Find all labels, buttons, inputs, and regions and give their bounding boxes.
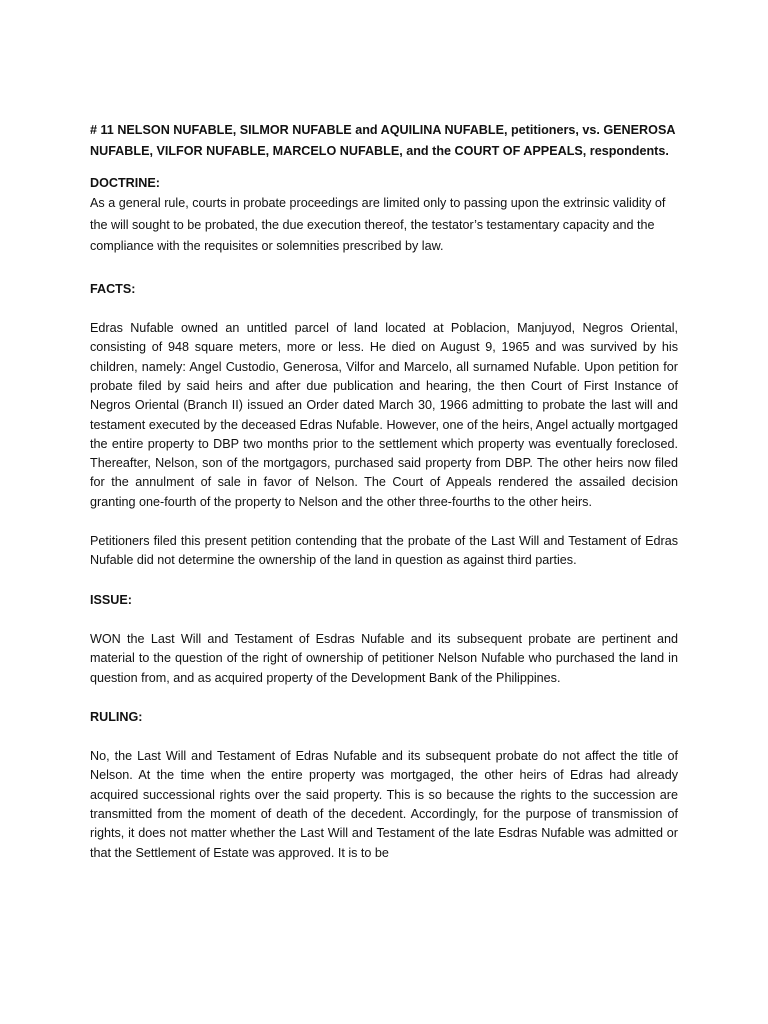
- doctrine-section: [90, 174, 678, 258]
- case-title: # 11 NELSON NUFABLE, SILMOR NUFABLE and AQUILINA NUFABLE, petitioners, vs. GENEROSA NUFABLE, VILFOR NUFABLE, MARCELO NUFABLE, and the COURT OF APPEALS, respondents.: [90, 123, 675, 158]
- doctrine-text: As a general rule, courts in probate proceedings are limited only to passing upon the extrinsic validity of the will sought to be probated, the due execution thereof, the testator’s testamentary capacity and the compliance with the requisites or solemnities prescribed by law.: [90, 196, 666, 254]
- facts-section: [90, 280, 678, 571]
- document-page: [90, 120, 678, 863]
- ruling-heading: RULING:: [90, 709, 143, 724]
- facts-heading: FACTS:: [90, 281, 136, 296]
- doctrine-heading: DOCTRINE:: [90, 176, 160, 190]
- facts-paragraph: Petitioners filed this present petition contending that the probate of the Last Will and Testament of Edras Nufable did not determine the ownership of the land in question as against third parties.: [90, 534, 678, 568]
- issue-section: [90, 591, 678, 688]
- facts-paragraph: Edras Nufable owned an untitled parcel of land located at Poblacion, Manjuyod, Negros Oriental, consisting of 948 square meters, more or less. He died on August 9, 1965 and was survived by his children, namely: Angel Custodio, Generosa, Vilfor and Marcelo, all surnamed Nufable. Upon petition for probate filed by said heirs and after due publication and hearing, the then Court of First Instance of Negros Oriental (Branch II) issued an Order dated March 30, 1966 admitting to probate the last will and testament executed by the deceased Edras Nufable. However, one of the heirs, Angel actually mortgaged the entire property to DBP two months prior to the settlement which property was eventually foreclosed. Thereafter, Nelson, son of the mortgagors, purchased said property from DBP. The other heirs now filed for the annulment of sale in favor of Nelson. The Court of Appeals rendered the assailed decision granting one-fourth of the property to Nelson and the other three-fourths to the other heirs.: [90, 321, 678, 509]
- ruling-text: No, the Last Will and Testament of Edras Nufable and its subsequent probate do not affect the title of Nelson. At the time when the entire property was mortgaged, the other heirs of Edras had already acquired successional rights over the said property. This is so because the rights to the succession are transmitted from the moment of death of the decedent. Accordingly, for the purpose of transmission of rights, it does not matter whether the Last Will and Testament of the late Esdras Nufable was admitted or that the Settlement of Estate was approved. It is to be: [90, 749, 678, 860]
- ruling-section: [90, 708, 678, 863]
- issue-heading: ISSUE:: [90, 592, 132, 607]
- issue-text: WON the Last Will and Testament of Esdras Nufable and its subsequent probate are pertinent and material to the question of the right of ownership of petitioner Nelson Nufable who purchased the land in question from, and as acquired property of the Development Bank of the Philippines.: [90, 631, 678, 685]
